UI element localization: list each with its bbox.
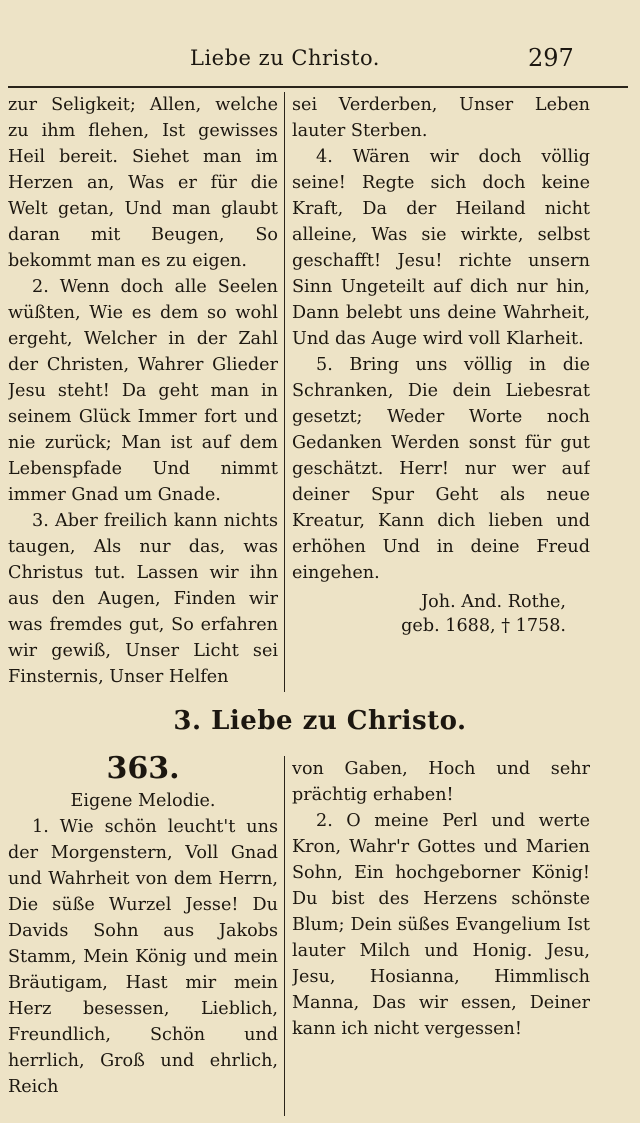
hymn-verse-2: 2. O meine Perl und werte Kron, Wahr'r Gottes und Marien Sohn, Ein hochgeborner König! Du bist des Herzens schönste Blum; Dein süßes Evangelium Ist lauter Milch und Honig. Jesu, Jesu, Hosianna, Himmlisch Manna, Das wir essen, Deiner kann ich nicht vergessen! xyxy=(292,811,590,1039)
verse-3: 3. Aber freilich kann nichts taugen, Als nur das, was Christus tut. Lassen wir ihn aus den Augen, Finden wir was fremdes gut, So erfahren wir gewiß, Unser Licht sei Finsternis, Unser Helfen xyxy=(8,511,278,687)
hymn-number: 363. xyxy=(106,751,180,786)
lower-right-column xyxy=(292,756,590,1116)
verse-4: 4. Wären wir doch völlig seine! Regte sich doch keine Kraft, Da der Heiland nicht alleine, Was sie wirkte, selbst geschafft! Jesu! richte unsern Sinn Ungeteilt auf dich nur hin, Dann belebt uns deine Wahrheit, Und das Auge wird voll Klarheit. xyxy=(292,147,590,349)
verse-5: 5. Bring uns völlig in die Schranken, Die dein Liebesrat gesetzt; Weder Worte noch Gedanken Werden sonst für gut geschätzt. Herr! nur wer auf deiner Spur Geht als neue Kreatur, Kann dich lieben und erhöhen Und in deine Freud eingehen. xyxy=(292,355,590,583)
verse-2: 2. Wenn doch alle Seelen wüßten, Wie es dem so wohl ergeht, Welcher in der Zahl der Christen, Wahrer Glieder Jesu steht! Da geht man in seinem Glück Immer fort und nie zurück; Man ist auf dem Lebenspfade Und nimmt immer Gnad um Gnade. xyxy=(8,277,278,505)
melody-note: Eigene Melodie. xyxy=(70,791,216,811)
header-rule xyxy=(8,86,628,88)
hymn-verse-1-continuation: von Gaben, Hoch und sehr prächtig erhaben! xyxy=(292,759,590,805)
column-divider-top xyxy=(284,92,285,692)
author-dates: geb. 1688, † 1758. xyxy=(401,616,566,636)
section-heading: 3. Liebe zu Christo. xyxy=(173,706,467,736)
author-name: Joh. And. Rothe, xyxy=(421,592,566,612)
page-header xyxy=(0,40,640,80)
verse-continuation: zur Seligkeit; Allen, welche zu ihm flehen, Ist gewisses Heil bereit. Siehet man im Herzen an, Was er für die Welt getan, Und man glaubt daran mit Beugen, So bekommt man es zu eigen. xyxy=(8,95,278,271)
running-title: Liebe zu Christo. xyxy=(190,46,380,70)
upper-left-column xyxy=(8,92,278,692)
upper-right-column xyxy=(292,92,590,692)
column-divider-bottom xyxy=(284,756,285,1116)
lower-left-column xyxy=(8,750,278,1122)
page-number: 297 xyxy=(528,44,574,72)
hymn-verse-1: 1. Wie schön leucht't uns der Morgenstern, Voll Gnad und Wahrheit von dem Herrn, Die süße Wurzel Jesse! Du Davids Sohn aus Jakobs Stamm, Mein König und mein Bräutigam, Hast mir mein Herz besessen, Lieblich, Freundlich, Schön und herrlich, Groß und ehrlich, Reich xyxy=(8,817,278,1097)
verse-3-continuation: sei Verderben, Unser Leben lauter Sterben. xyxy=(292,95,590,141)
author-attribution xyxy=(292,590,590,638)
